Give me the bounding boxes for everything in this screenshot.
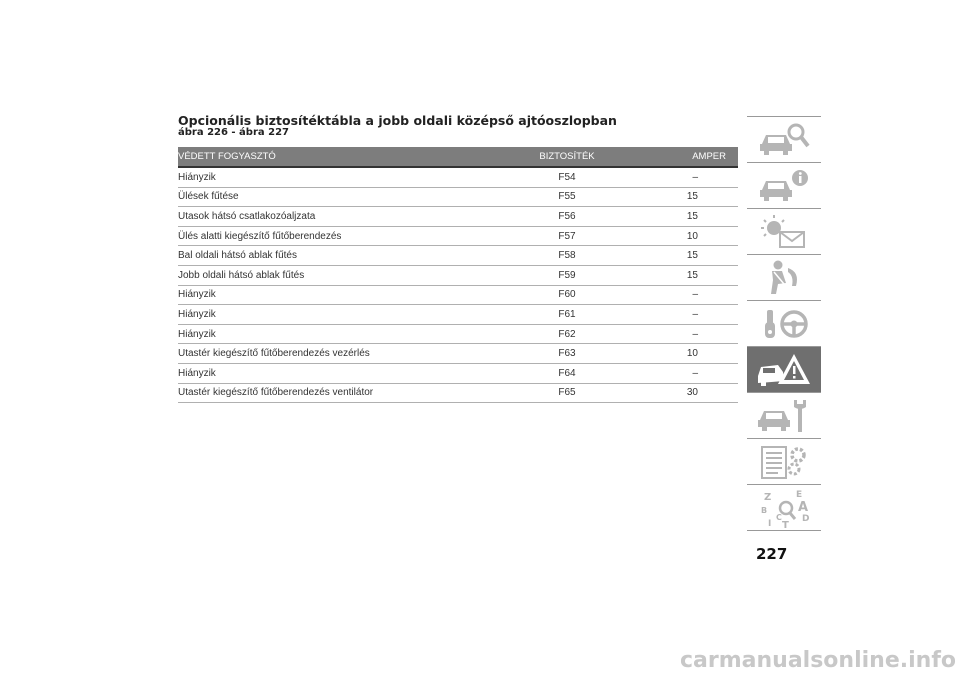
table-row xyxy=(178,265,738,285)
consumer-cell: Jobb oldali hátsó ablak fűtés xyxy=(178,265,510,285)
consumer-cell: Hiányzik xyxy=(178,285,510,305)
index-letter: B xyxy=(761,505,768,515)
page-title: Opcionális biztosítéktábla a jobb oldali középső ajtóoszlopban xyxy=(178,113,617,128)
fuse-cell: F54 xyxy=(510,167,624,187)
consumer-cell: Ülés alatti kiegészítő fűtőberendezés xyxy=(178,226,510,246)
index-letter: A xyxy=(798,499,809,515)
fuse-cell: F57 xyxy=(510,226,624,246)
ampere-cell: 10 xyxy=(624,344,738,364)
ampere-cell: – xyxy=(624,363,738,383)
column-header-ampere: AMPER xyxy=(624,147,738,167)
fuse-table xyxy=(178,147,738,403)
column-header-consumer: VÉDETT FOGYASZTÓ xyxy=(178,147,510,167)
fuse-cell: F62 xyxy=(510,324,624,344)
chapter-sidebar xyxy=(747,116,821,531)
ampere-cell: – xyxy=(624,324,738,344)
figure-reference: ábra 226 - ábra 227 xyxy=(178,127,289,138)
sidebar-tab-emergency[interactable] xyxy=(747,346,821,392)
index-letter: C xyxy=(776,512,782,522)
ampere-cell: 15 xyxy=(624,265,738,285)
table-row xyxy=(178,226,738,246)
car-search-icon xyxy=(756,120,812,160)
fuse-cell: F60 xyxy=(510,285,624,305)
table-header-row xyxy=(178,147,738,167)
consumer-cell: Utastér kiegészítő fűtőberendezés vezérlés xyxy=(178,344,510,364)
car-hazard-triangle-icon xyxy=(756,350,812,390)
index-letter: I xyxy=(768,518,772,528)
ampere-cell: – xyxy=(624,285,738,305)
table-row xyxy=(178,305,738,325)
fuse-cell: F61 xyxy=(510,305,624,325)
table-row xyxy=(178,187,738,207)
ampere-cell: 30 xyxy=(624,383,738,403)
consumer-cell: Hiányzik xyxy=(178,363,510,383)
ampere-cell: 10 xyxy=(624,226,738,246)
page-number: 227 xyxy=(756,545,788,563)
table-row xyxy=(178,344,738,364)
ampere-cell: 15 xyxy=(624,207,738,227)
table-row xyxy=(178,363,738,383)
table-row xyxy=(178,324,738,344)
spec-sheet-gears-icon xyxy=(756,442,812,482)
ampere-cell: – xyxy=(624,305,738,325)
fuse-cell: F63 xyxy=(510,344,624,364)
fuse-cell: F58 xyxy=(510,246,624,266)
sidebar-tab-technical-data[interactable] xyxy=(747,438,821,484)
index-letter: Z xyxy=(764,491,772,503)
index-letter: E xyxy=(796,489,803,500)
sidebar-tab-car-search[interactable] xyxy=(747,116,821,162)
table-row xyxy=(178,167,738,187)
fuse-cell: F55 xyxy=(510,187,624,207)
key-steering-wheel-icon xyxy=(756,304,812,344)
consumer-cell: Hiányzik xyxy=(178,324,510,344)
fuse-cell: F59 xyxy=(510,265,624,285)
ampere-cell: – xyxy=(624,167,738,187)
alphabetical-index-icon xyxy=(756,488,812,528)
consumer-cell: Ülések fűtése xyxy=(178,187,510,207)
airbag-passenger-icon xyxy=(756,258,812,298)
fuse-cell: F65 xyxy=(510,383,624,403)
consumer-cell: Hiányzik xyxy=(178,167,510,187)
ampere-cell: 15 xyxy=(624,187,738,207)
sidebar-tab-start-drive[interactable] xyxy=(747,300,821,346)
fuse-cell: F56 xyxy=(510,207,624,227)
table-row xyxy=(178,207,738,227)
fuse-cell: F64 xyxy=(510,363,624,383)
car-info-icon xyxy=(756,166,812,206)
table-row xyxy=(178,383,738,403)
table-row xyxy=(178,246,738,266)
consumer-cell: Utastér kiegészítő fűtőberendezés ventilátor xyxy=(178,383,510,403)
sidebar-tab-car-info[interactable] xyxy=(747,162,821,208)
warning-lights-mail-icon xyxy=(756,212,812,252)
table-row xyxy=(178,285,738,305)
index-letter: T xyxy=(782,519,789,528)
index-letter: D xyxy=(802,513,810,524)
sidebar-tab-safety[interactable] xyxy=(747,254,821,300)
consumer-cell: Hiányzik xyxy=(178,305,510,325)
column-header-fuse: BIZTOSÍTÉK xyxy=(510,147,624,167)
sidebar-tab-maintenance[interactable] xyxy=(747,392,821,438)
watermark: carmanualsonline.info xyxy=(680,648,956,673)
ampere-cell: 15 xyxy=(624,246,738,266)
sidebar-tab-warning-lights[interactable] xyxy=(747,208,821,254)
consumer-cell: Utasok hátsó csatlakozóaljzata xyxy=(178,207,510,227)
sidebar-tab-index[interactable] xyxy=(747,484,821,531)
consumer-cell: Bal oldali hátsó ablak fűtés xyxy=(178,246,510,266)
car-wrench-icon xyxy=(756,396,812,436)
